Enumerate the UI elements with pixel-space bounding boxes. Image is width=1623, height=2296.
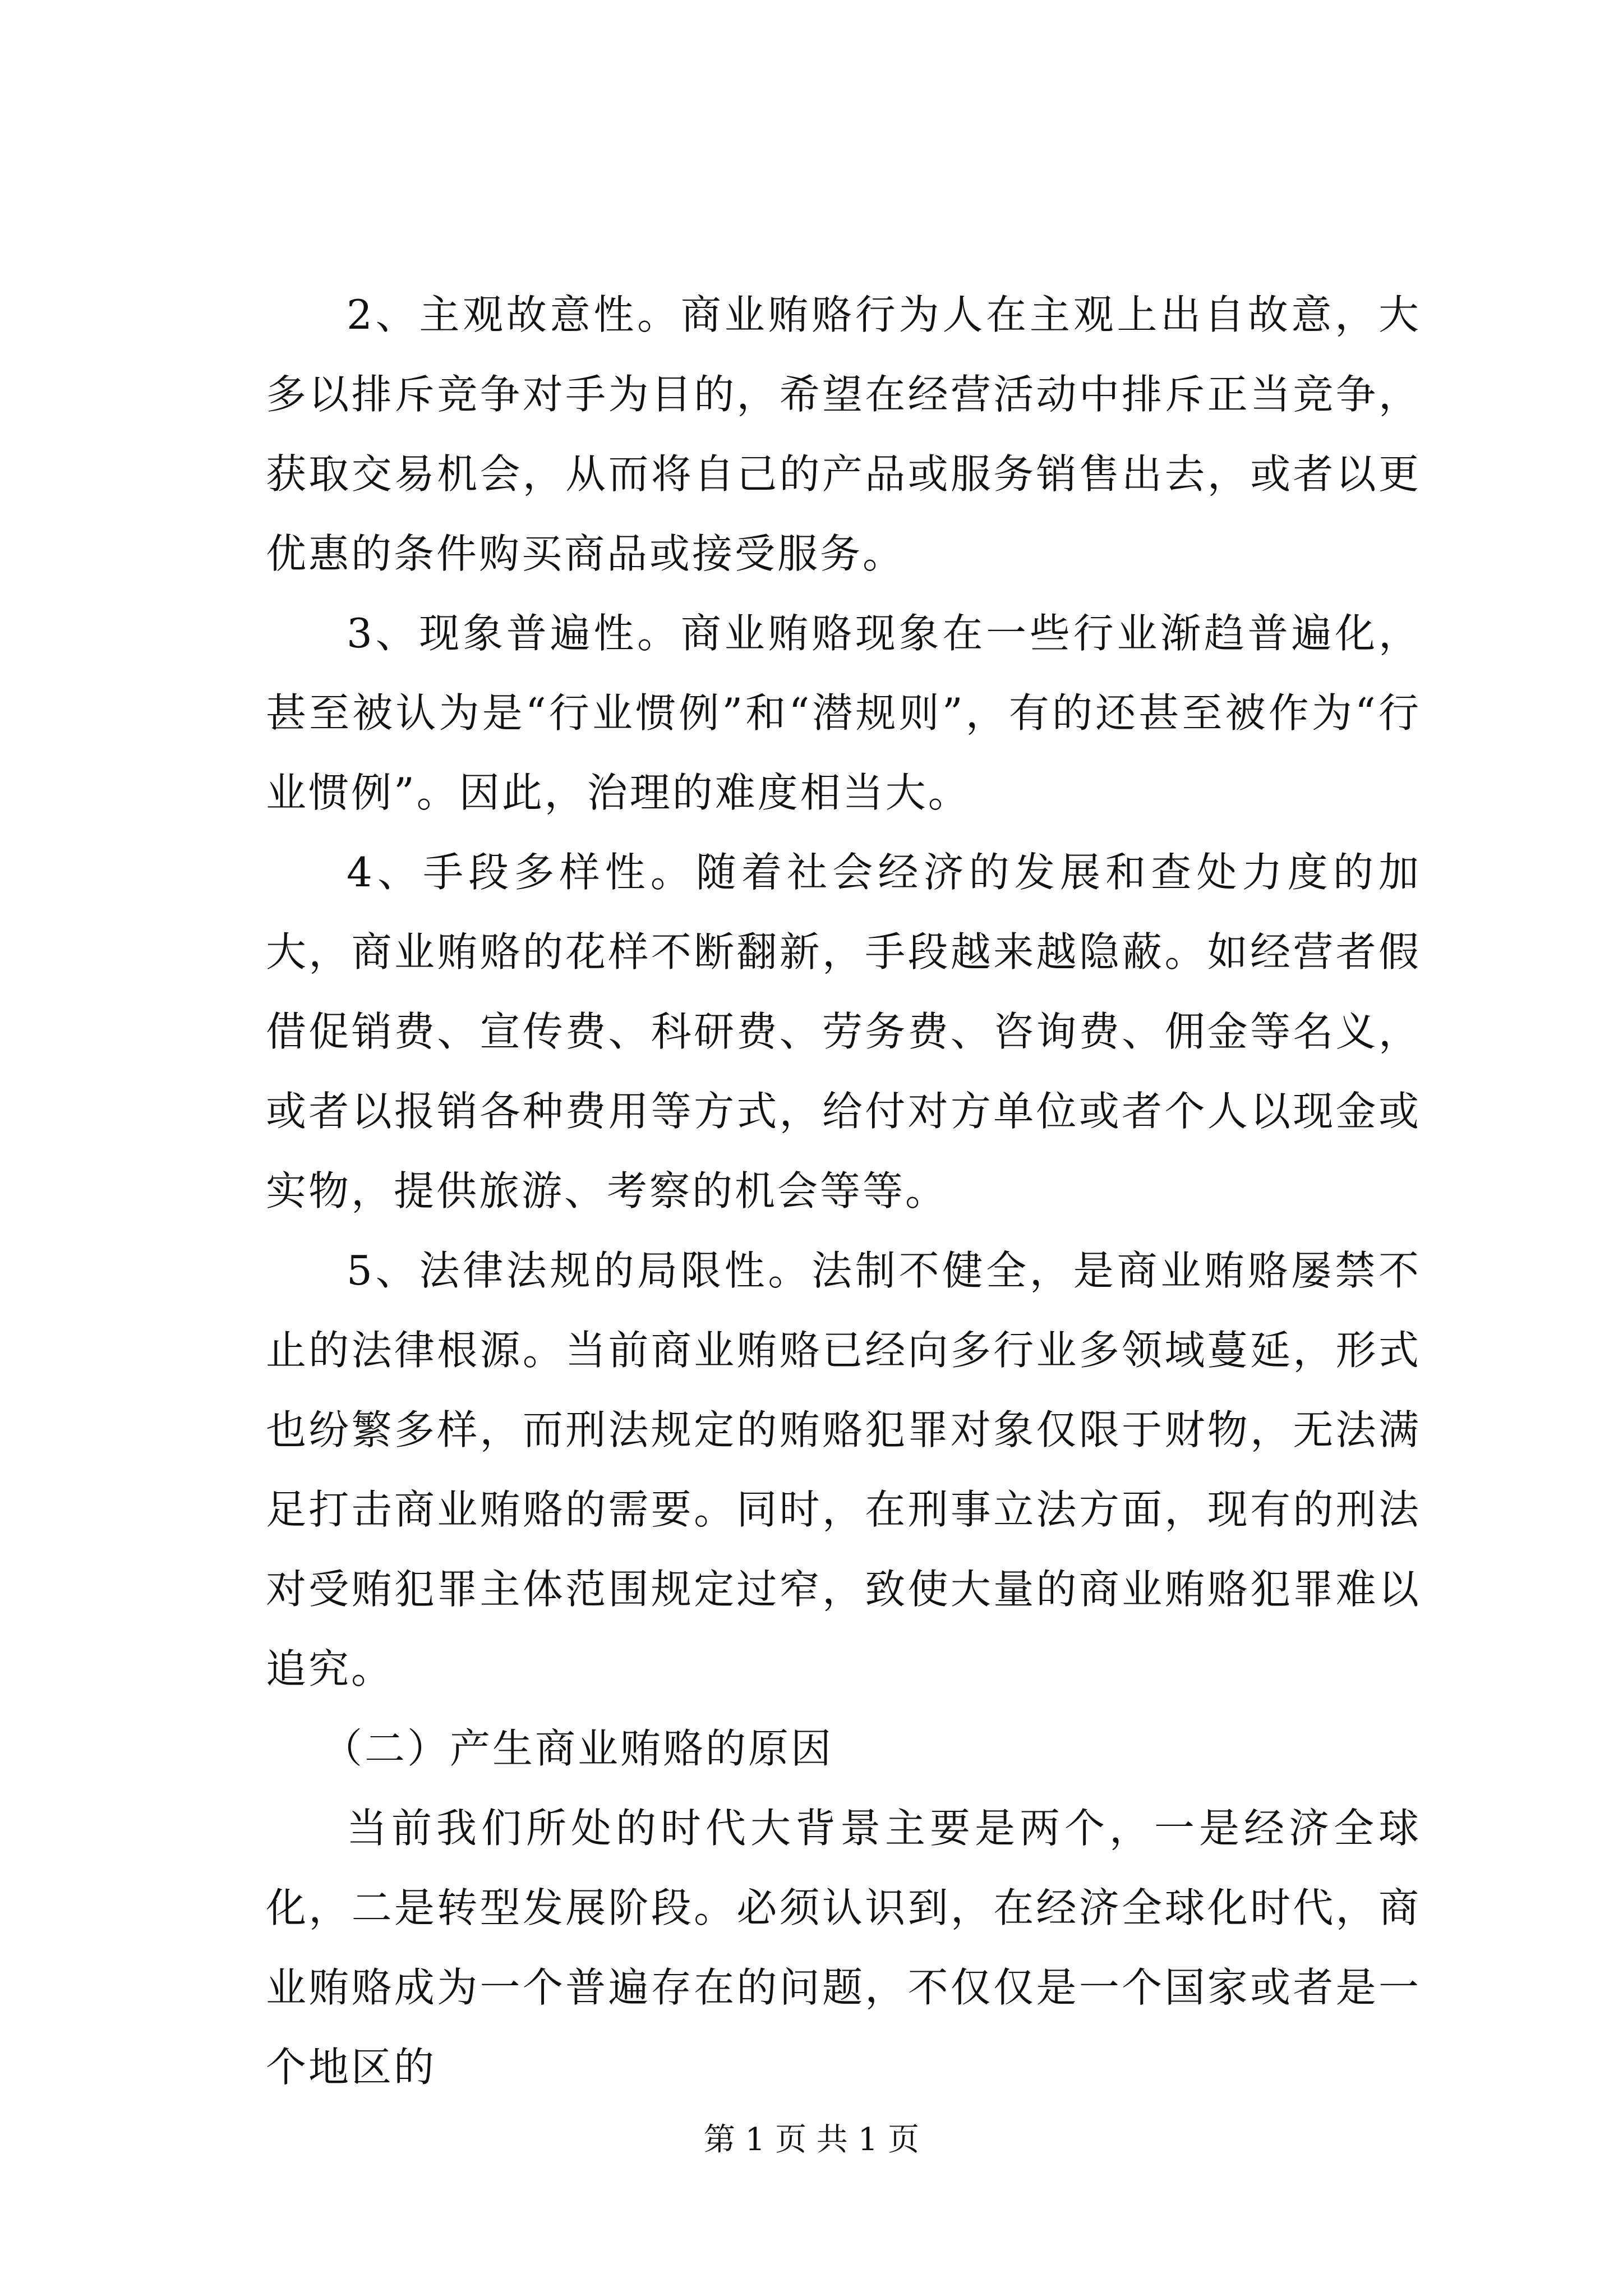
section-heading-causes: （二）产生商业贿赂的原因 [322, 1725, 834, 1772]
paragraph-prevalence: 3、现象普遍性。商业贿赂现象在一些行业渐趋普遍化，甚至被认为是“行业惯例”和“潜规则”，有的还甚至被作为“行业惯例”。因此，治理的难度相当大。 [266, 610, 1421, 816]
page-footer: 第 1 页 共 1 页 [703, 2122, 920, 2158]
document-body [266, 275, 1421, 2107]
paragraph-subjective-intent: 2、主观故意性。商业贿赂行为人在主观上出自故意，大多以排斥竞争对手为目的，希望在经营活动中排斥正当竞争，获取交易机会，从而将自己的产品或服务销售出去，或者以更优惠的条件购买商品或接受服务。 [266, 291, 1421, 577]
paragraph-background: 当前我们所处的时代大背景主要是两个，一是经济全球化，二是转型发展阶段。必须认识到，在经济全球化时代，商业贿赂成为一个普遍存在的问题，不仅仅是一个国家或者是一个地区的 [266, 1805, 1421, 2091]
paragraph-diverse-means: 4、手段多样性。随着社会经济的发展和查处力度的加大，商业贿赂的花样不断翻新，手段越来越隐蔽。如经营者假借促销费、宣传费、科研费、劳务费、咨询费、佣金等名义，或者以报销各种费用等方式，给付对方单位或者个人以现金或实物，提供旅游、考察的机会等等。 [266, 849, 1421, 1214]
paragraph-legal-limitations: 5、法律法规的局限性。法制不健全，是商业贿赂屡禁不止的法律根源。当前商业贿赂已经向多行业多领域蔓延，形式也纷繁多样，而刑法规定的贿赂犯罪对象仅限于财物，无法满足打击商业贿赂的需要。同时，在刑事立法方面，现有的刑法对受贿犯罪主体范围规定过窄，致使大量的商业贿赂犯罪难以追究。 [266, 1247, 1421, 1692]
